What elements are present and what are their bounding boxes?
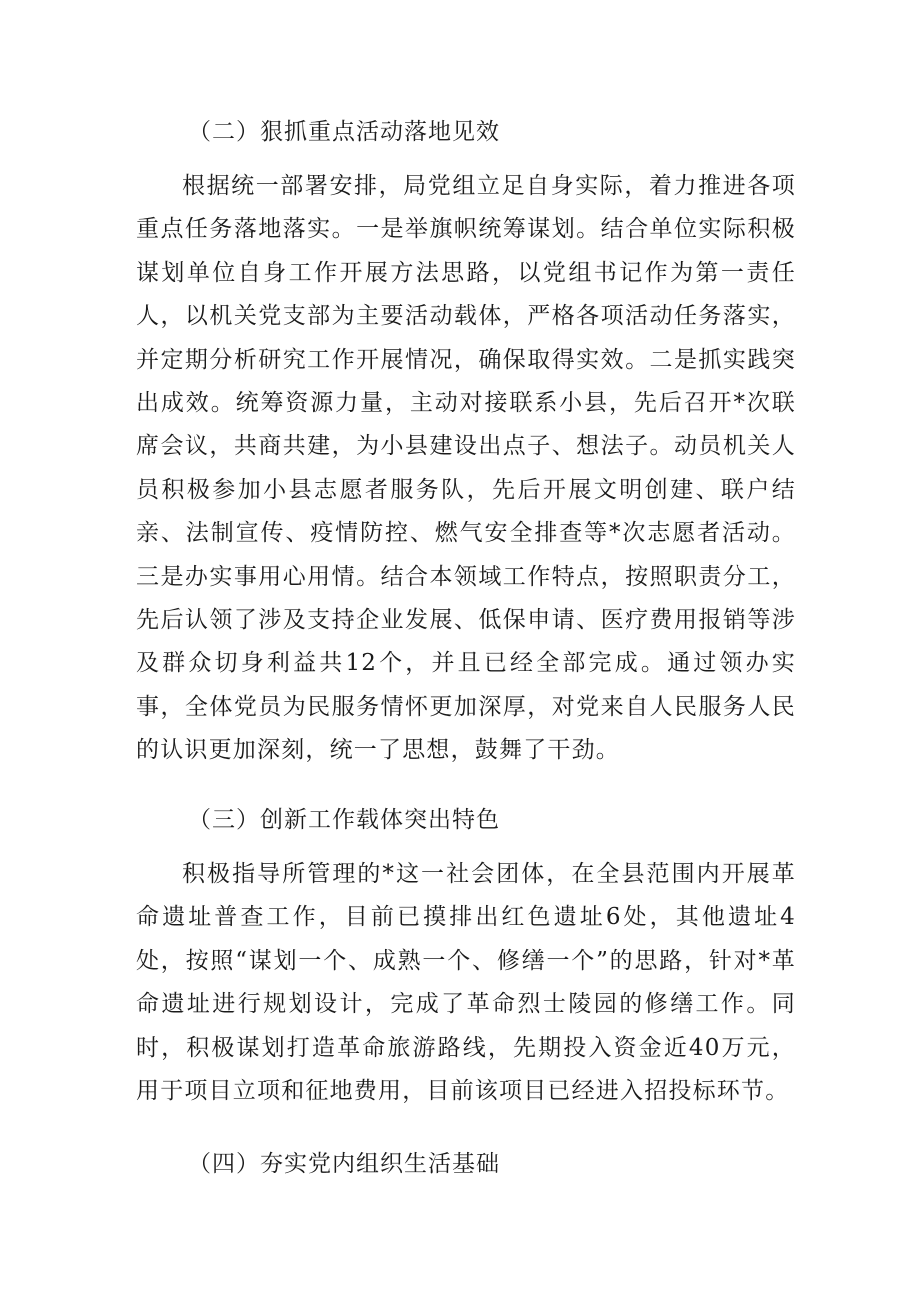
section-paragraph-3: 积极指导所管理的*这一社会团体，在全县范围内开展革命遗址普查工作，目前已摸排出红色遗址6处，其他遗址4处，按照“谋划一个、成熟一个、修缮一个”的思路，针对*革命遗址进行规划设计，完成了革命烈士陵园的修缮工作。同时，积极谋划打造革命旅游路线，先期投入资金近40万元，用于项目立项和征地费用，目前该项目已经进入招投标环节。 — [136, 861, 796, 1105]
section-paragraph-2: 根据统一部署安排，局党组立足自身实际，着力推进各项重点任务落地落实。一是举旗帜统筹谋划。结合单位实际积极谋划单位自身工作开展方法思路，以党组书记作为第一责任人，以机关党支部为主要活动载体，严格各项活动任务落实，并定期分析研究工作开展情况，确保取得实效。二是抓实践突出成效。统筹资源力量，主动对接联系小县，先后召开*次联席会议，共商共建，为小县建设出点子、想法子。动员机关人员积极参加小县志愿者服务队，先后开展文明创建、联户结亲、法制宣传、疫情防控、燃气安全排查等*次志愿者活动。三是办实事用心用情。结合本领域工作特点，按照职责分工，先后认领了涉及支持企业发展、低保申请、医疗费用报销等涉及群众切身利益共12个，并且已经全部完成。通过领办实事，全体党员为民服务情怀更加深厚，对党来自人民服务人民的认识更加深刻，统一了思想，鼓舞了干劲。 — [136, 173, 796, 764]
section-heading-2: （二）狠抓重点活动落地见效 — [188, 119, 500, 145]
section-heading-3: （三）创新工作载体突出特色 — [188, 807, 500, 833]
section-heading-4: （四）夯实党内组织生活基础 — [188, 1151, 500, 1177]
